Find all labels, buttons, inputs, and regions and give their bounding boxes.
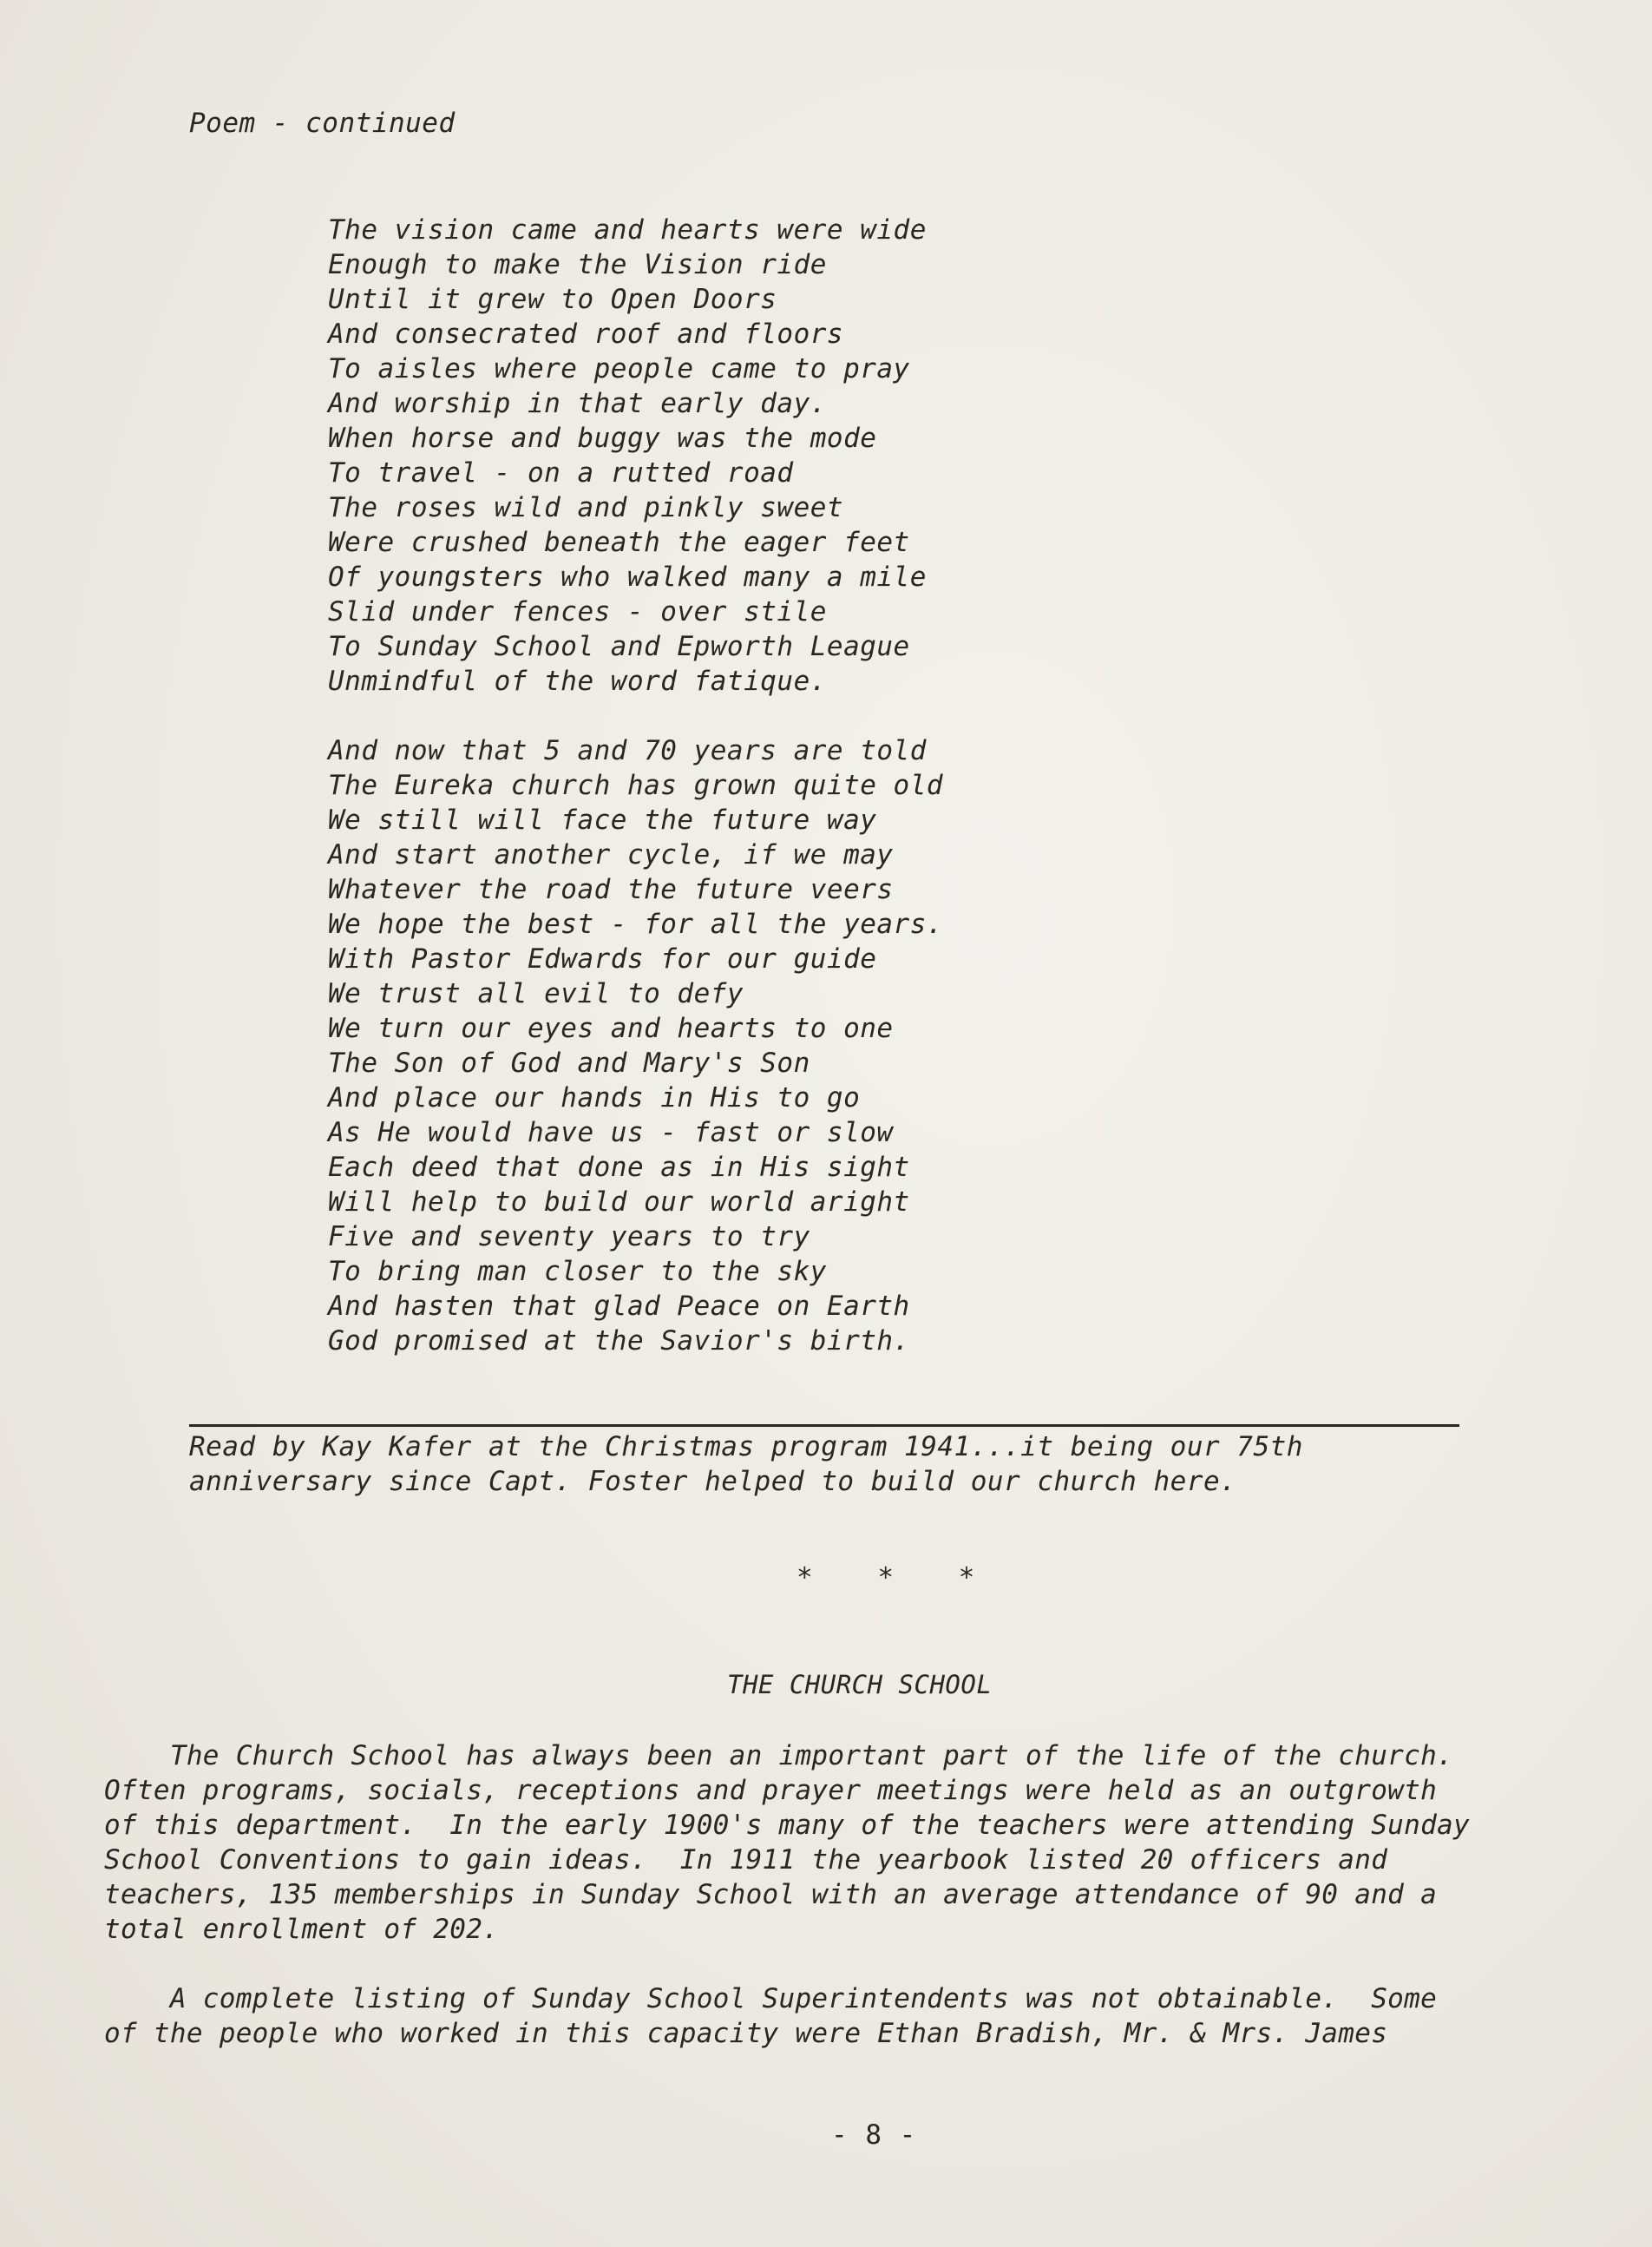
poem-line: And consecrated roof and floors	[328, 319, 844, 350]
footnote-line: Read by Kay Kafer at the Christmas program 1941...it being our 75th	[189, 1431, 1303, 1462]
paragraph-line: of the people who worked in this capacity were Ethan Bradish, Mr. & Mrs. James	[104, 2018, 1388, 2049]
poem-line: Will help to build our world aright	[328, 1186, 910, 1218]
poem-line: Enough to make the Vision ride	[328, 249, 827, 280]
paragraph-line: The Church School has always been an important part of the life of the church.	[104, 1740, 1454, 1771]
poem-line: And now that 5 and 70 years are told	[328, 735, 927, 766]
poem-footnote	[189, 1429, 1303, 1499]
poem-line: We turn our eyes and hearts to one	[328, 1013, 894, 1044]
poem-stanza-2	[328, 733, 943, 1358]
poem-line: The Son of God and Mary's Son	[328, 1048, 810, 1079]
poem-line: The Eureka church has grown quite old	[328, 770, 944, 801]
paragraph-1	[104, 1738, 1470, 1947]
poem-line: And worship in that early day.	[328, 388, 827, 419]
poem-line: We hope the best - for all the years.	[328, 909, 944, 940]
poem-line: And place our hands in His to go	[328, 1082, 861, 1114]
section-separator: * * *	[796, 1562, 1000, 1593]
poem-line: To Sunday School and Epworth League	[328, 631, 910, 662]
poem-line: The vision came and hearts were wide	[328, 214, 927, 246]
paragraph-2	[104, 1981, 1437, 2051]
paragraph-line: of this department. In the early 1900's many of the teachers were attending Sunday	[104, 1810, 1470, 1841]
poem-line: To bring man closer to the sky	[328, 1256, 827, 1287]
poem-line: The roses wild and pinkly sweet	[328, 492, 844, 523]
footnote-line: anniversary since Capt. Foster helped to build our church here.	[189, 1466, 1237, 1497]
section-title: THE CHURCH SCHOOL	[727, 1670, 993, 1699]
poem-line: Until it grew to Open Doors	[328, 284, 777, 315]
poem-line: When horse and buggy was the mode	[328, 423, 877, 454]
page-number: - 8 -	[831, 2119, 917, 2151]
footnote-divider	[189, 1424, 1459, 1427]
poem-line: Each deed that done as in His sight	[328, 1152, 910, 1183]
poem-line: And hasten that glad Peace on Earth	[328, 1291, 910, 1322]
poem-line: Slid under fences - over stile	[328, 596, 827, 627]
poem-line: Were crushed beneath the eager feet	[328, 527, 910, 558]
paragraph-line: Often programs, socials, receptions and prayer meetings were held as an outgrowth	[104, 1775, 1438, 1806]
poem-line: Five and seventy years to try	[328, 1221, 810, 1252]
paragraph-line: School Conventions to gain ideas. In 1911 the yearbook listed 20 officers and	[104, 1844, 1388, 1876]
poem-line: And start another cycle, if we may	[328, 839, 894, 871]
paragraph-line: total enrollment of 202.	[104, 1914, 500, 1945]
page-heading: Poem - continued	[189, 108, 456, 139]
poem-line: As He would have us - fast or slow	[328, 1117, 894, 1148]
poem-line: Whatever the road the future veers	[328, 874, 894, 905]
poem-line: To travel - on a rutted road	[328, 457, 794, 489]
poem-line: With Pastor Edwards for our guide	[328, 943, 877, 975]
poem-line: We trust all evil to defy	[328, 978, 744, 1009]
poem-line: Of youngsters who walked many a mile	[328, 562, 927, 593]
paragraph-line: teachers, 135 memberships in Sunday School with an average attendance of 90 and a	[104, 1879, 1438, 1910]
poem-line: To aisles where people came to pray	[328, 353, 910, 384]
poem-line: We still will face the future way	[328, 805, 877, 836]
poem-line: Unmindful of the word fatique.	[328, 666, 827, 697]
poem-stanza-1	[328, 213, 927, 699]
poem-line: God promised at the Savior's birth.	[328, 1325, 910, 1357]
paragraph-line: A complete listing of Sunday School Superintendents was not obtainable. Some	[104, 1983, 1438, 2014]
